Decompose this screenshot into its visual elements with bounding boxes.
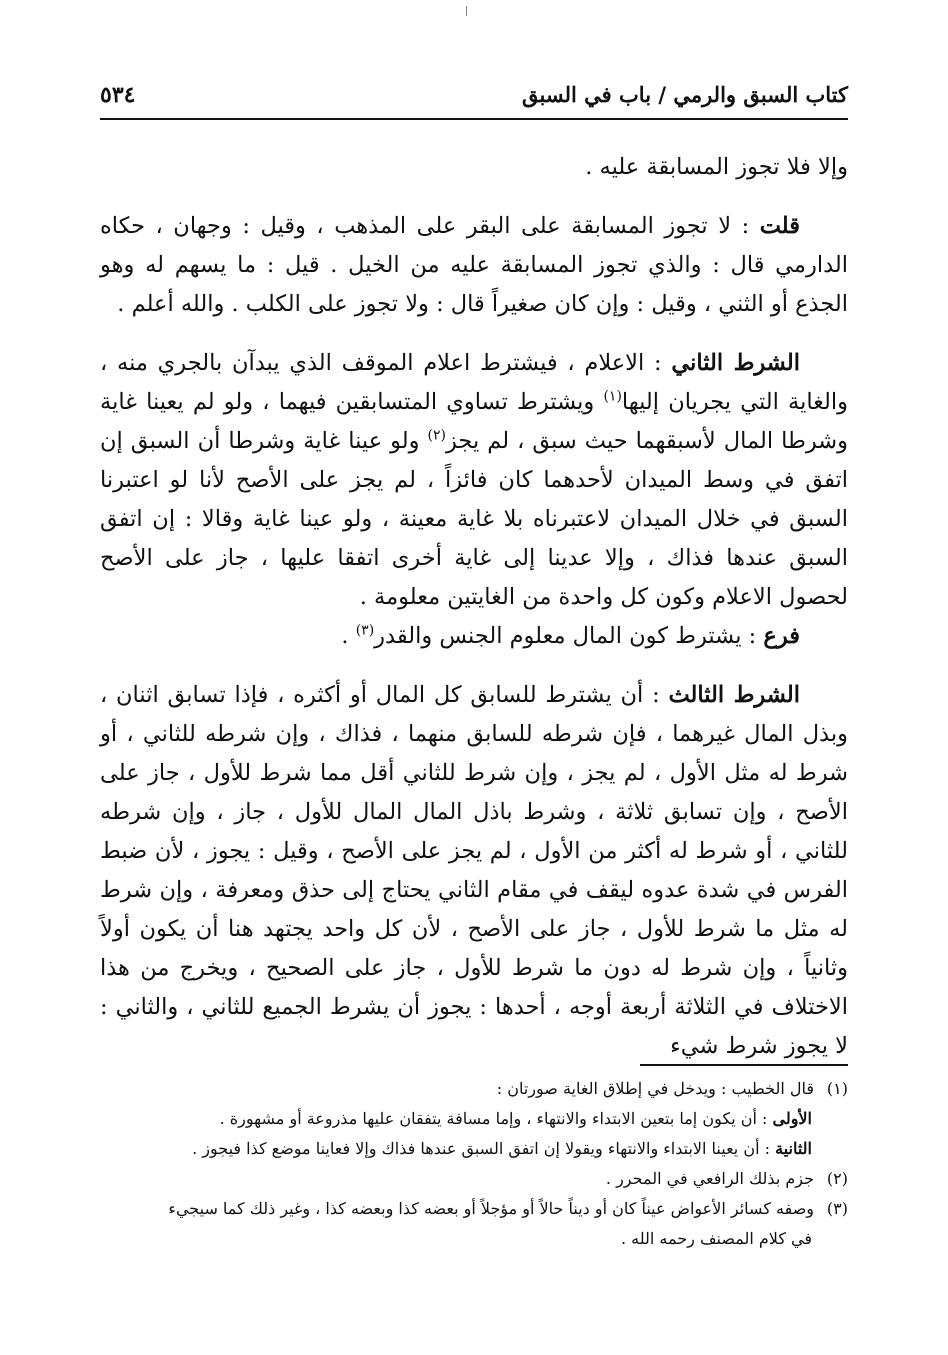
footnote-ref-3: (٣): [355, 622, 375, 639]
footnote-2: [100, 1164, 848, 1194]
scan-mark: [466, 6, 467, 16]
footnote-rule: [640, 1064, 848, 1066]
footnote-1-second-label: الثانية: [775, 1139, 812, 1158]
footnote-1-second-text: : أن يعينا الابتداء والانتهاء ويقولا إن اتفق السبق عندها فذاك وإلا فعاينا موضع كذا فيجوز .: [192, 1139, 776, 1158]
footnote-3: [100, 1194, 848, 1224]
paragraph-4-text: : يشترط كون المال معلوم الجنس والقدر: [374, 623, 764, 649]
footnotes: [100, 1074, 848, 1254]
paragraph-5: [100, 676, 848, 1066]
header-rule: [100, 118, 848, 120]
footnote-1-first: [100, 1104, 848, 1134]
footnote-ref-2: (٢): [427, 427, 446, 444]
footnote-1-first-text: : أن يكون إما بتعين الابتداء والانتهاء ، وإما مسافة يتفقان عليها مذروعة أو مشهورة .: [219, 1109, 773, 1128]
paragraph-2: [100, 207, 848, 324]
footnote-3-text: وصفه كسائر الأعواض عيناً كان أو ديناً حالاً أو مؤجلاً أو بعضه كذا وبعضه كذا ، وغير ذلك كما سيجيء: [168, 1199, 814, 1218]
main-text: [100, 148, 848, 1066]
footnote-ref-1: (١): [603, 388, 622, 405]
paragraph-4: [100, 617, 848, 656]
paragraph-3-text-a: : الاعلام ، فيشترط اعلام الموقف الذي يبدآن بالجري منه ، والغاية التي يجريان إليها: [100, 350, 849, 415]
term-second-condition: الشرط الثاني: [671, 350, 800, 376]
paragraph-3-text-c: ولو عينا غاية وشرطا أن السبق إن اتفق في وسط الميدان لأحدهما كان فائزاً ، لم يجز على الأصح لأنا لو اعتبرنا السبق في خلال الميدان لاعتبرناه بلا غاية معينة ، ولو عينا غاية وقالا : إن اتفق السبق عندها فذاك ، وإلا عدينا إلى غاية أخرى اتفقا عليها ، جاز على الأصح لحصول الاعلام وكون كل واحدة من الغايتين معلومة .: [100, 428, 848, 610]
header-title: كتاب السبق والرمي / باب في السبق: [522, 82, 848, 107]
footnote-1-first-label: الأولى: [772, 1109, 812, 1128]
term-third-condition: الشرط الثالث: [668, 682, 800, 708]
footnote-2-number: (٢): [826, 1169, 848, 1188]
paragraph-1: [100, 148, 848, 187]
paragraph-1-text: وإلا فلا تجوز المسابقة عليه .: [585, 154, 848, 180]
term-qult: قلت: [759, 213, 800, 239]
term-far: فرع: [763, 623, 800, 649]
footnote-3-continuation: [100, 1224, 848, 1254]
running-header: [100, 76, 848, 116]
footnote-1-number: (١): [826, 1079, 848, 1098]
footnote-1-second: [100, 1134, 848, 1164]
paragraph-5-text: : أن يشترط للسابق كل المال أو أكثره ، فإذا تسابق اثنان ، وبذل المال غيرهما ، فإن شرطه للسابق منهما ، فذاك ، وإن شرطه للثاني ، أو شرط له مثل الأول ، لم يجز ، وإن شرط للثاني أقل مما شرط للأول ، جاز على الأصح ، وإن تسابق ثلاثة ، وشرط باذل المال المال للأول ، جاز ، وإن شرطه للثاني ، أو شرط له أكثر من الأول ، لم يجز على الأصح ، وقيل : يجوز ، لأن ضبط الفرس في شدة عدوه ليقف في مقام الثاني يحتاج إلى حذق ومعرفة ، وإن شرط له مثل ما شرط للأول ، جاز على الأصح ، لأن كل واحد يجتهد هنا أن يكون أولاً وثانياً ، وإن شرط له دون ما شرط للأول ، جاز على الصحيح ، ويخرج من هذا الاختلاف في الثلاثة أربعة أوجه ، أحدها : يجوز أن يشرط الجميع للثاني ، والثاني : لا يجوز شرط شيء: [100, 682, 848, 1059]
paragraph-3: [100, 344, 848, 617]
footnote-3-number: (٣): [826, 1199, 848, 1218]
page-number: ٥٣٤: [100, 82, 136, 108]
paragraph-2-text: : لا تجوز المسابقة على البقر على المذهب ، وقيل : وجهان ، حكاه الدارمي قال : والذي تجوز المسابقة عليه من الخيل . قيل : ما يسهم له وهو الجذع أو الثني ، وقيل : وإن كان صغيراً قال : ولا تجوز على الكلب . والله أعلم .: [100, 213, 848, 317]
footnote-1-text: قال الخطيب : ويدخل في إطلاق الغاية صورتان :: [496, 1079, 814, 1098]
paragraph-4-tail: .: [341, 623, 356, 649]
footnote-1: [100, 1074, 848, 1104]
footnote-2-text: جزم بذلك الرافعي في المحرر .: [605, 1169, 814, 1188]
footnote-3-text-cont: في كلام المصنف رحمه الله .: [620, 1229, 812, 1248]
paragraph-3-text-b: ويشترط تساوي المتسابقين فيهما ، ولو لم يعينا غاية وشرطا المال لأسبقهما حيث سبق ، لم يجز: [100, 389, 848, 454]
